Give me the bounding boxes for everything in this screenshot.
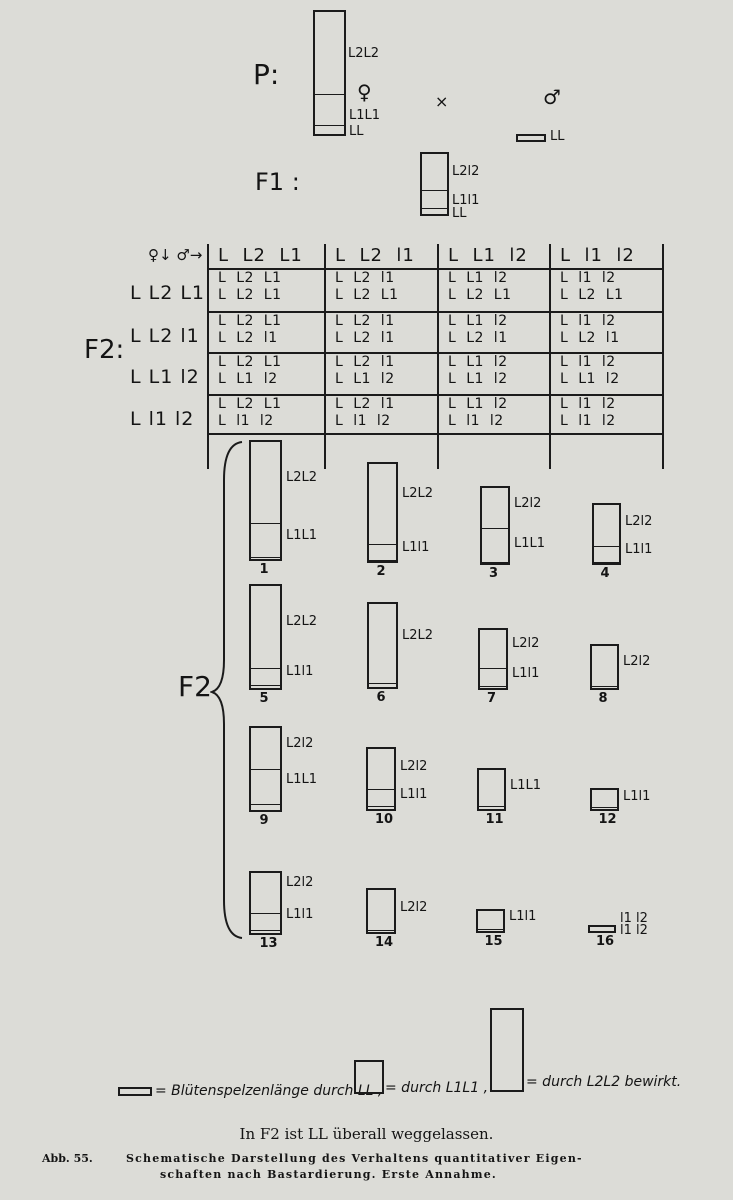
phenotype-number: 13 bbox=[259, 936, 278, 951]
table-vline bbox=[549, 244, 551, 469]
phenotype-number: 8 bbox=[598, 691, 608, 706]
segment-divider bbox=[422, 190, 447, 191]
segment-divider bbox=[369, 544, 396, 545]
table-cell: L L2 L1 bbox=[218, 354, 282, 370]
column-header: L l1 l2 bbox=[560, 245, 635, 266]
table-cell: L L2 l1 bbox=[335, 330, 395, 346]
p-label: P: bbox=[253, 58, 280, 91]
phenotype-label: l1 l2 bbox=[620, 911, 648, 926]
phenotype-label: L2l2 bbox=[286, 736, 314, 751]
table-cell: L l1 l2 bbox=[335, 413, 391, 429]
segment-divider bbox=[594, 546, 619, 547]
p-male-label: LL bbox=[550, 129, 565, 144]
segment-divider bbox=[251, 804, 280, 805]
phenotype-label: L1l1 bbox=[623, 789, 651, 804]
phenotype-number: 5 bbox=[259, 691, 269, 706]
phenotype-box bbox=[590, 788, 619, 811]
phenotype-label: L2l2 bbox=[512, 636, 540, 651]
phenotype-label: L2l2 bbox=[514, 496, 542, 511]
phenotype-box bbox=[477, 768, 506, 811]
legend-ll-text: = Blütenspelzenlänge durch LL , bbox=[155, 1083, 383, 1099]
f2-table-label: F2: bbox=[84, 335, 125, 365]
table-cell: L L2 l1 bbox=[335, 396, 395, 412]
caption-line1: Schematische Darstellung des Verhaltens quantitativer Eigen- bbox=[126, 1152, 583, 1165]
table-vline bbox=[207, 244, 209, 469]
table-cell: L l1 l2 bbox=[560, 396, 616, 412]
table-cell: L L1 l2 bbox=[448, 313, 508, 329]
phenotype-box bbox=[249, 440, 282, 561]
phenotype-box bbox=[366, 888, 396, 934]
phenotype-number: 12 bbox=[598, 812, 617, 827]
table-vline bbox=[662, 244, 664, 469]
f2-phenotypes-label: F2 bbox=[178, 670, 212, 703]
phenotype-box bbox=[480, 486, 510, 565]
column-header: L L2 L1 bbox=[218, 245, 303, 266]
curly-brace bbox=[210, 440, 250, 940]
row-header: L l1 l2 bbox=[130, 408, 195, 430]
table-cell: L L2 l1 bbox=[218, 330, 278, 346]
table-cell: L L1 l2 bbox=[448, 354, 508, 370]
phenotype-number: 11 bbox=[485, 812, 504, 827]
legend-l1l1-text: = durch L1L1 , bbox=[385, 1080, 489, 1096]
row-header: L L2 L1 bbox=[130, 282, 206, 304]
phenotype-number: 15 bbox=[484, 934, 503, 949]
segment-divider bbox=[369, 683, 396, 684]
legend-ll-box bbox=[118, 1087, 152, 1096]
p-female-label-l1l1: L1L1 bbox=[349, 108, 381, 123]
phenotype-box bbox=[592, 503, 621, 565]
table-cell: L L2 l1 bbox=[335, 270, 395, 286]
caption-line2: schaften nach Bastardierung. Erste Annahme. bbox=[160, 1168, 497, 1181]
phenotype-label: L2l2 bbox=[625, 514, 653, 529]
table-vline bbox=[437, 244, 439, 469]
row-header: L L2 l1 bbox=[130, 325, 200, 347]
segment-divider bbox=[315, 94, 344, 95]
phenotype-label: L2L2 bbox=[286, 614, 318, 629]
table-cell: L L2 l1 bbox=[335, 313, 395, 329]
table-hline bbox=[208, 433, 663, 435]
phenotype-label: L1L1 bbox=[286, 772, 318, 787]
phenotype-label: L1L1 bbox=[510, 778, 542, 793]
phenotype-box bbox=[590, 644, 619, 690]
table-cell: L l1 l2 bbox=[560, 270, 616, 286]
phenotype-label: l1 l2 bbox=[620, 923, 648, 938]
segment-divider bbox=[251, 668, 280, 669]
segment-divider bbox=[368, 930, 394, 931]
segment-divider bbox=[422, 208, 447, 209]
table-cell: L L2 L1 bbox=[218, 396, 282, 412]
legend-l2l2-text: = durch L2L2 bewirkt. bbox=[526, 1074, 682, 1090]
phenotype-number: 16 bbox=[596, 934, 615, 949]
legend-l1l1-box bbox=[354, 1060, 384, 1094]
phenotype-box bbox=[588, 925, 616, 933]
footnote: In F2 ist LL überall weggelassen. bbox=[239, 1125, 494, 1143]
phenotype-number: 2 bbox=[376, 564, 386, 579]
phenotype-label: L2L2 bbox=[402, 628, 434, 643]
phenotype-label: L2l2 bbox=[400, 900, 428, 915]
phenotype-label: L1l1 bbox=[400, 787, 428, 802]
table-cell: L L2 l1 bbox=[335, 354, 395, 370]
p-female-label-l2l2: L2L2 bbox=[348, 46, 380, 61]
segment-divider bbox=[368, 806, 394, 807]
phenotype-label: L2L2 bbox=[402, 486, 434, 501]
phenotype-label: L2L2 bbox=[286, 470, 318, 485]
segment-divider bbox=[592, 686, 617, 687]
phenotype-label: L1l1 bbox=[402, 540, 430, 555]
f1-label: F1 : bbox=[255, 168, 300, 196]
table-cell: L L1 l2 bbox=[335, 371, 395, 387]
table-cell: L L1 l2 bbox=[448, 371, 508, 387]
row-header: L L1 l2 bbox=[130, 366, 200, 388]
segment-divider bbox=[251, 930, 280, 931]
table-cell: L L2 l1 bbox=[448, 330, 508, 346]
segment-divider bbox=[594, 562, 619, 563]
table-cell: L L2 l1 bbox=[560, 330, 620, 346]
segment-divider bbox=[251, 557, 280, 558]
table-cell: L l1 l2 bbox=[218, 413, 274, 429]
segment-divider bbox=[482, 528, 508, 529]
phenotype-box bbox=[249, 871, 282, 935]
phenotype-label: L1l1 bbox=[509, 909, 537, 924]
segment-divider bbox=[482, 562, 508, 563]
table-cell: L L2 L1 bbox=[560, 287, 624, 303]
column-header: L L2 l1 bbox=[335, 245, 415, 266]
phenotype-box bbox=[476, 909, 505, 933]
segment-divider bbox=[369, 560, 396, 561]
male-symbol: ♂ bbox=[543, 85, 561, 109]
phenotype-number: 6 bbox=[376, 690, 386, 705]
legend-l2l2-box bbox=[490, 1008, 524, 1092]
p-female-box bbox=[313, 10, 346, 136]
phenotype-number: 10 bbox=[375, 812, 394, 827]
p-male-box bbox=[516, 134, 546, 142]
phenotype-label: L1l1 bbox=[286, 664, 314, 679]
table-cell: L L2 L1 bbox=[218, 270, 282, 286]
table-cell: L L2 L1 bbox=[218, 287, 282, 303]
table-corner-symbols: ♀↓ ♂→ bbox=[148, 246, 203, 264]
phenotype-number: 3 bbox=[489, 566, 499, 581]
f1-box bbox=[420, 152, 449, 216]
table-cell: L L2 L1 bbox=[218, 313, 282, 329]
segment-divider bbox=[480, 668, 506, 669]
table-cell: L L1 l2 bbox=[218, 371, 278, 387]
phenotype-box bbox=[249, 584, 282, 690]
f1-label-l2l2: L2l2 bbox=[452, 164, 480, 179]
segment-divider bbox=[592, 807, 617, 808]
table-cell: L l1 l2 bbox=[560, 413, 616, 429]
phenotype-label: L1l1 bbox=[286, 907, 314, 922]
table-cell: L L1 l2 bbox=[448, 396, 508, 412]
segment-divider bbox=[251, 769, 280, 770]
segment-divider bbox=[251, 913, 280, 914]
caption-prefix: Abb. 55. bbox=[42, 1152, 93, 1165]
table-cell: L L1 l2 bbox=[560, 371, 620, 387]
phenotype-number: 7 bbox=[487, 691, 497, 706]
segment-divider bbox=[478, 929, 503, 930]
phenotype-label: L1L1 bbox=[514, 536, 546, 551]
segment-divider bbox=[251, 523, 280, 524]
p-female-label-ll: LL bbox=[349, 124, 364, 139]
table-vline bbox=[324, 244, 326, 469]
f1-label-ll: LL bbox=[452, 206, 467, 221]
phenotype-label: L1l1 bbox=[625, 542, 653, 557]
phenotype-box bbox=[249, 726, 282, 812]
phenotype-box bbox=[478, 628, 508, 690]
segment-divider bbox=[315, 125, 344, 126]
cross-symbol: × bbox=[435, 92, 449, 111]
phenotype-box bbox=[367, 462, 398, 563]
phenotype-box bbox=[367, 602, 398, 689]
column-header: L L1 l2 bbox=[448, 245, 528, 266]
phenotype-label: L2l2 bbox=[623, 654, 651, 669]
phenotype-label: L1L1 bbox=[286, 528, 318, 543]
segment-divider bbox=[368, 789, 394, 790]
phenotype-number: 4 bbox=[600, 566, 610, 581]
table-cell: L L1 l2 bbox=[448, 270, 508, 286]
table-cell: L L2 L1 bbox=[448, 287, 512, 303]
segment-divider bbox=[479, 806, 504, 807]
phenotype-number: 9 bbox=[259, 813, 269, 828]
phenotype-number: 1 bbox=[259, 562, 269, 577]
phenotype-label: L2l2 bbox=[286, 875, 314, 890]
table-cell: L l1 l2 bbox=[448, 413, 504, 429]
phenotype-label: L1l1 bbox=[512, 666, 540, 681]
f1-label-l1l1: L1l1 bbox=[452, 193, 480, 208]
phenotype-label: L2l2 bbox=[400, 759, 428, 774]
phenotype-number: 14 bbox=[375, 935, 394, 950]
table-cell: L l1 l2 bbox=[560, 354, 616, 370]
female-symbol: ♀ bbox=[357, 80, 372, 104]
table-cell: L L2 L1 bbox=[335, 287, 399, 303]
segment-divider bbox=[251, 685, 280, 686]
table-cell: L l1 l2 bbox=[560, 313, 616, 329]
segment-divider bbox=[480, 686, 506, 687]
phenotype-box bbox=[366, 747, 396, 811]
